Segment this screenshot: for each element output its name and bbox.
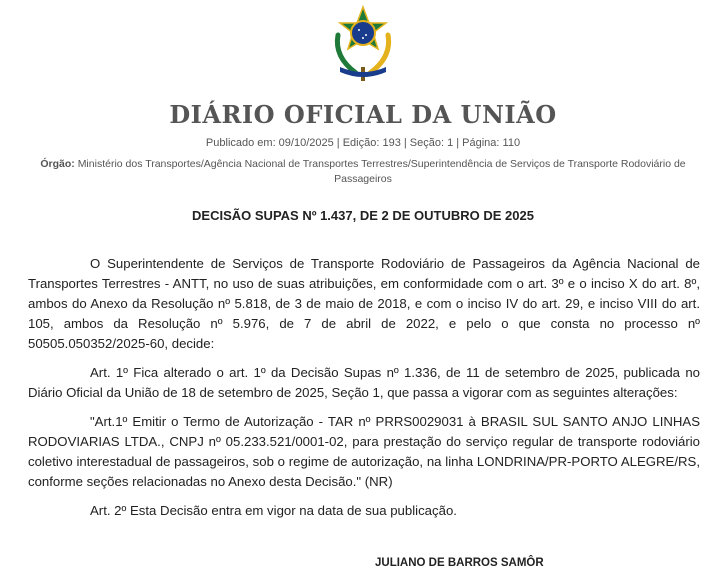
orgao-value: Ministério dos Transportes/Agência Nacional de Transportes Terrestres/Superintendência de Serviços de Transporte Rodoviário de Passageiros (77, 158, 686, 185)
journal-title: DIÁRIO OFICIAL DA UNIÃO (169, 100, 557, 129)
paragraph-art1: Art. 1º Fica alterado o art. 1º da Decisão Supas nº 1.336, de 11 de setembro de 2025, publicada no Diário Oficial da União de 18 de setembro de 2025, Seção 1, que passa a vigorar com as seguintes alterações: (28, 365, 700, 400)
document-body (28, 254, 700, 530)
orgao-line (30, 157, 696, 187)
orgao-label: Órgão: (40, 158, 75, 170)
signature: JULIANO DE BARROS SAMÔR (375, 557, 544, 569)
paragraph-art2: Art. 2º Esta Decisão entra em vigor na data de sua publicação. (90, 503, 457, 518)
publication-info: Publicado em: 09/10/2025 | Edição: 193 | Seção: 1 | Página: 110 (205, 137, 521, 149)
decision-title: DECISÃO SUPAS Nº 1.437, DE 2 DE OUTUBRO DE 2025 (192, 208, 534, 223)
brasil-coat-of-arms-icon (328, 5, 398, 85)
paragraph-preamble: O Superintendente de Serviços de Transporte Rodoviário de Passageiros da Agência Nacional de Transportes Terrestres - ANTT, no uso de suas atribuições, em conformidade com o art. 3º e o inciso X do art. 8º, ambos do Anexo da Resolução nº 5.818, de 3 de maio de 2018, e com o inciso IV do art. 29, e inciso VIII do art. 105, ambos da Resolução nº 5.976, de 7 de abril de 2022, e pelo o que consta no processo nº 50505.050352/2025-60, decide: (28, 256, 700, 351)
paragraph-quote: "Art.1º Emitir o Termo de Autorização - TAR nº PRRS0029031 à BRASIL SUL SANTO ANJO LINHAS RODOVIARIAS LTDA., CNPJ nº 05.233.521/0001-02, para prestação do serviço regular de transporte rodoviário coletivo interestadual de passageiros, sob o regime de autorização, na linha LONDRINA/PR-PORTO ALEGRE/RS, conforme seções relacionadas no Anexo desta Decisão." (NR) (28, 414, 700, 489)
